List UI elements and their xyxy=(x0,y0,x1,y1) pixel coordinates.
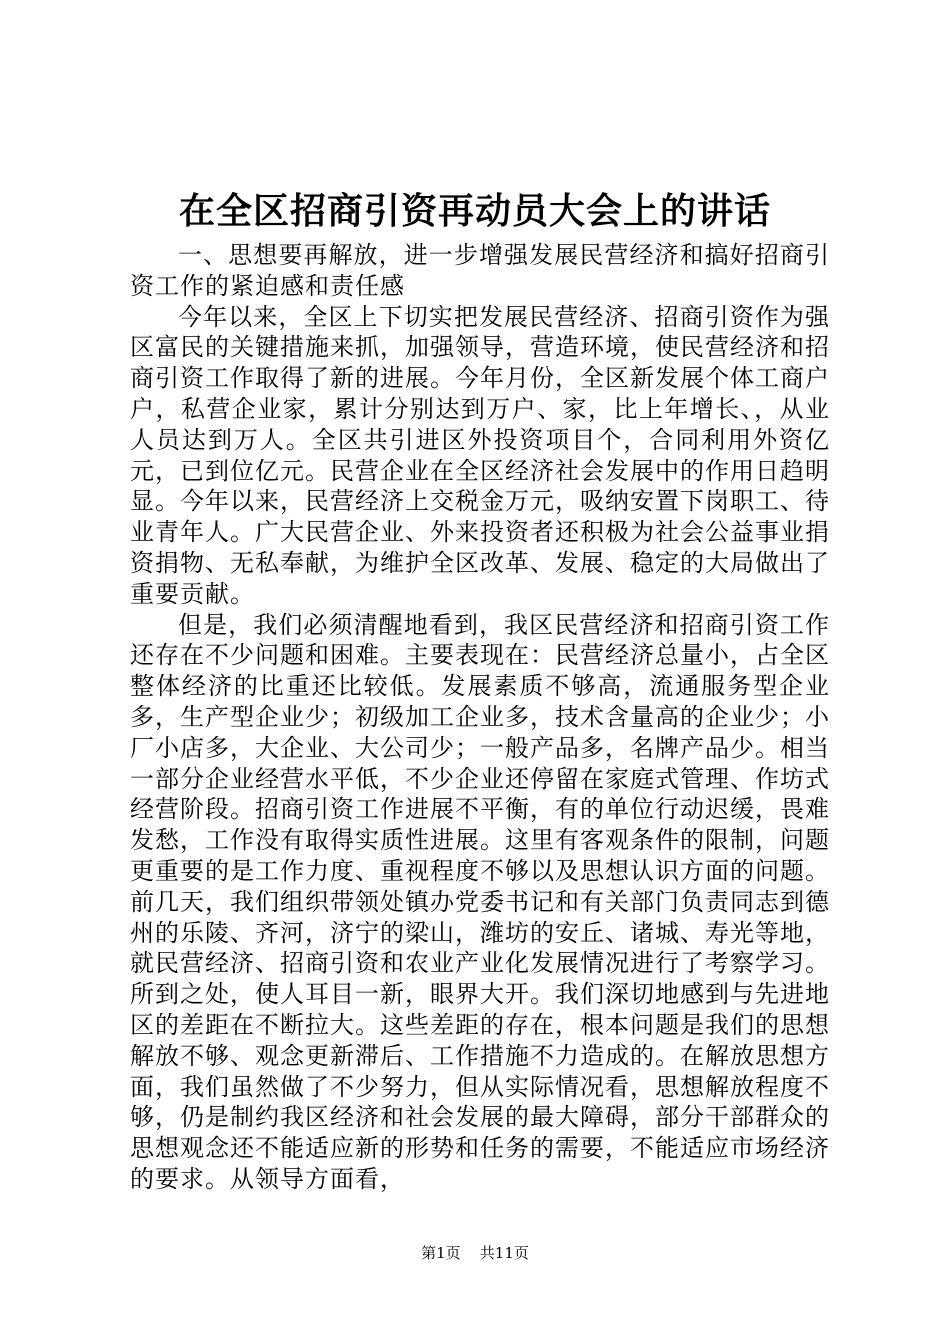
section-heading: 一、思想要再解放，进一步增强发展民营经济和搞好招商引资工作的紧迫感和责任感 xyxy=(130,241,830,300)
page-separator xyxy=(465,1244,475,1262)
body-paragraph: 今年以来，全区上下切实把发展民营经济、招商引资作为强区富民的关键措施来抓，加强领导，营造环境，使民营经济和招商引资工作取得了新的进展。今年月份，全区新发展个体工商户户，私营企业家，累计分别达到万户、家，比上年增长、，从业人员达到万人。全区共引进区外投资项目个，合同利用外资亿元，已到位亿元。民营企业在全区经济社会发展中的作用日趋明显。今年以来，民营经济上交税金万元，吸纳安置下岗职工、待业青年人。广大民营企业、外来投资者还积极为社会公益事业捐资捐物、无私奉献，为维护全区改革、发展、稳定的大局做出了重要贡献。 xyxy=(130,302,830,608)
page-total: 共11页 xyxy=(479,1244,529,1262)
document-title: 在全区招商引资再动员大会上的讲话 xyxy=(178,190,771,232)
body-paragraph: 但是，我们必须清醒地看到，我区民营经济和招商引资工作还存在不少问题和困难。主要表现在：民营经济总量小，占全区整体经济的比重还比较低。发展素质不够高，流通服务型企业多，生产型企业少；初级加工企业多，技术含量高的企业少；小厂小店多，大企业、大公司少；一般产品多，名牌产品少。相当一部分企业经营水平低，不少企业还停留在家庭式管理、作坊式经营阶段。招商引资工作进展不平衡，有的单位行动迟缓，畏难发愁，工作没有取得实质性进展。这里有客观条件的限制，问题更重要的是工作力度、重视程度不够以及思想认识方面的问题。前几天，我们组织带领处镇办党委书记和有关部门负责同志到德州的乐陵、齐河，济宁的梁山，潍坊的安丘、诸城、寿光等地，就民营经济、招商引资和农业产业化发展情况进行了考察学习。所到之处，使人耳目一新，眼界大开。我们深切地感到与先进地区的差距在不断拉大。这些差距的存在，根本问题是我们的思想解放不够、观念更新滞后、工作措施不力造成的。在解放思想方面，我们虽然做了不少努力，但从实际情况看，思想解放程度不够，仍是制约我区经济和社会发展的最大障碍，部分干部群众的思想观念还不能适应新的形势和任务的需要，不能适应市场经济的要求。从领导方面看， xyxy=(130,610,830,1193)
document-body xyxy=(130,240,830,1195)
page-footer xyxy=(0,1243,950,1263)
page-number: 第1页 xyxy=(421,1244,461,1262)
